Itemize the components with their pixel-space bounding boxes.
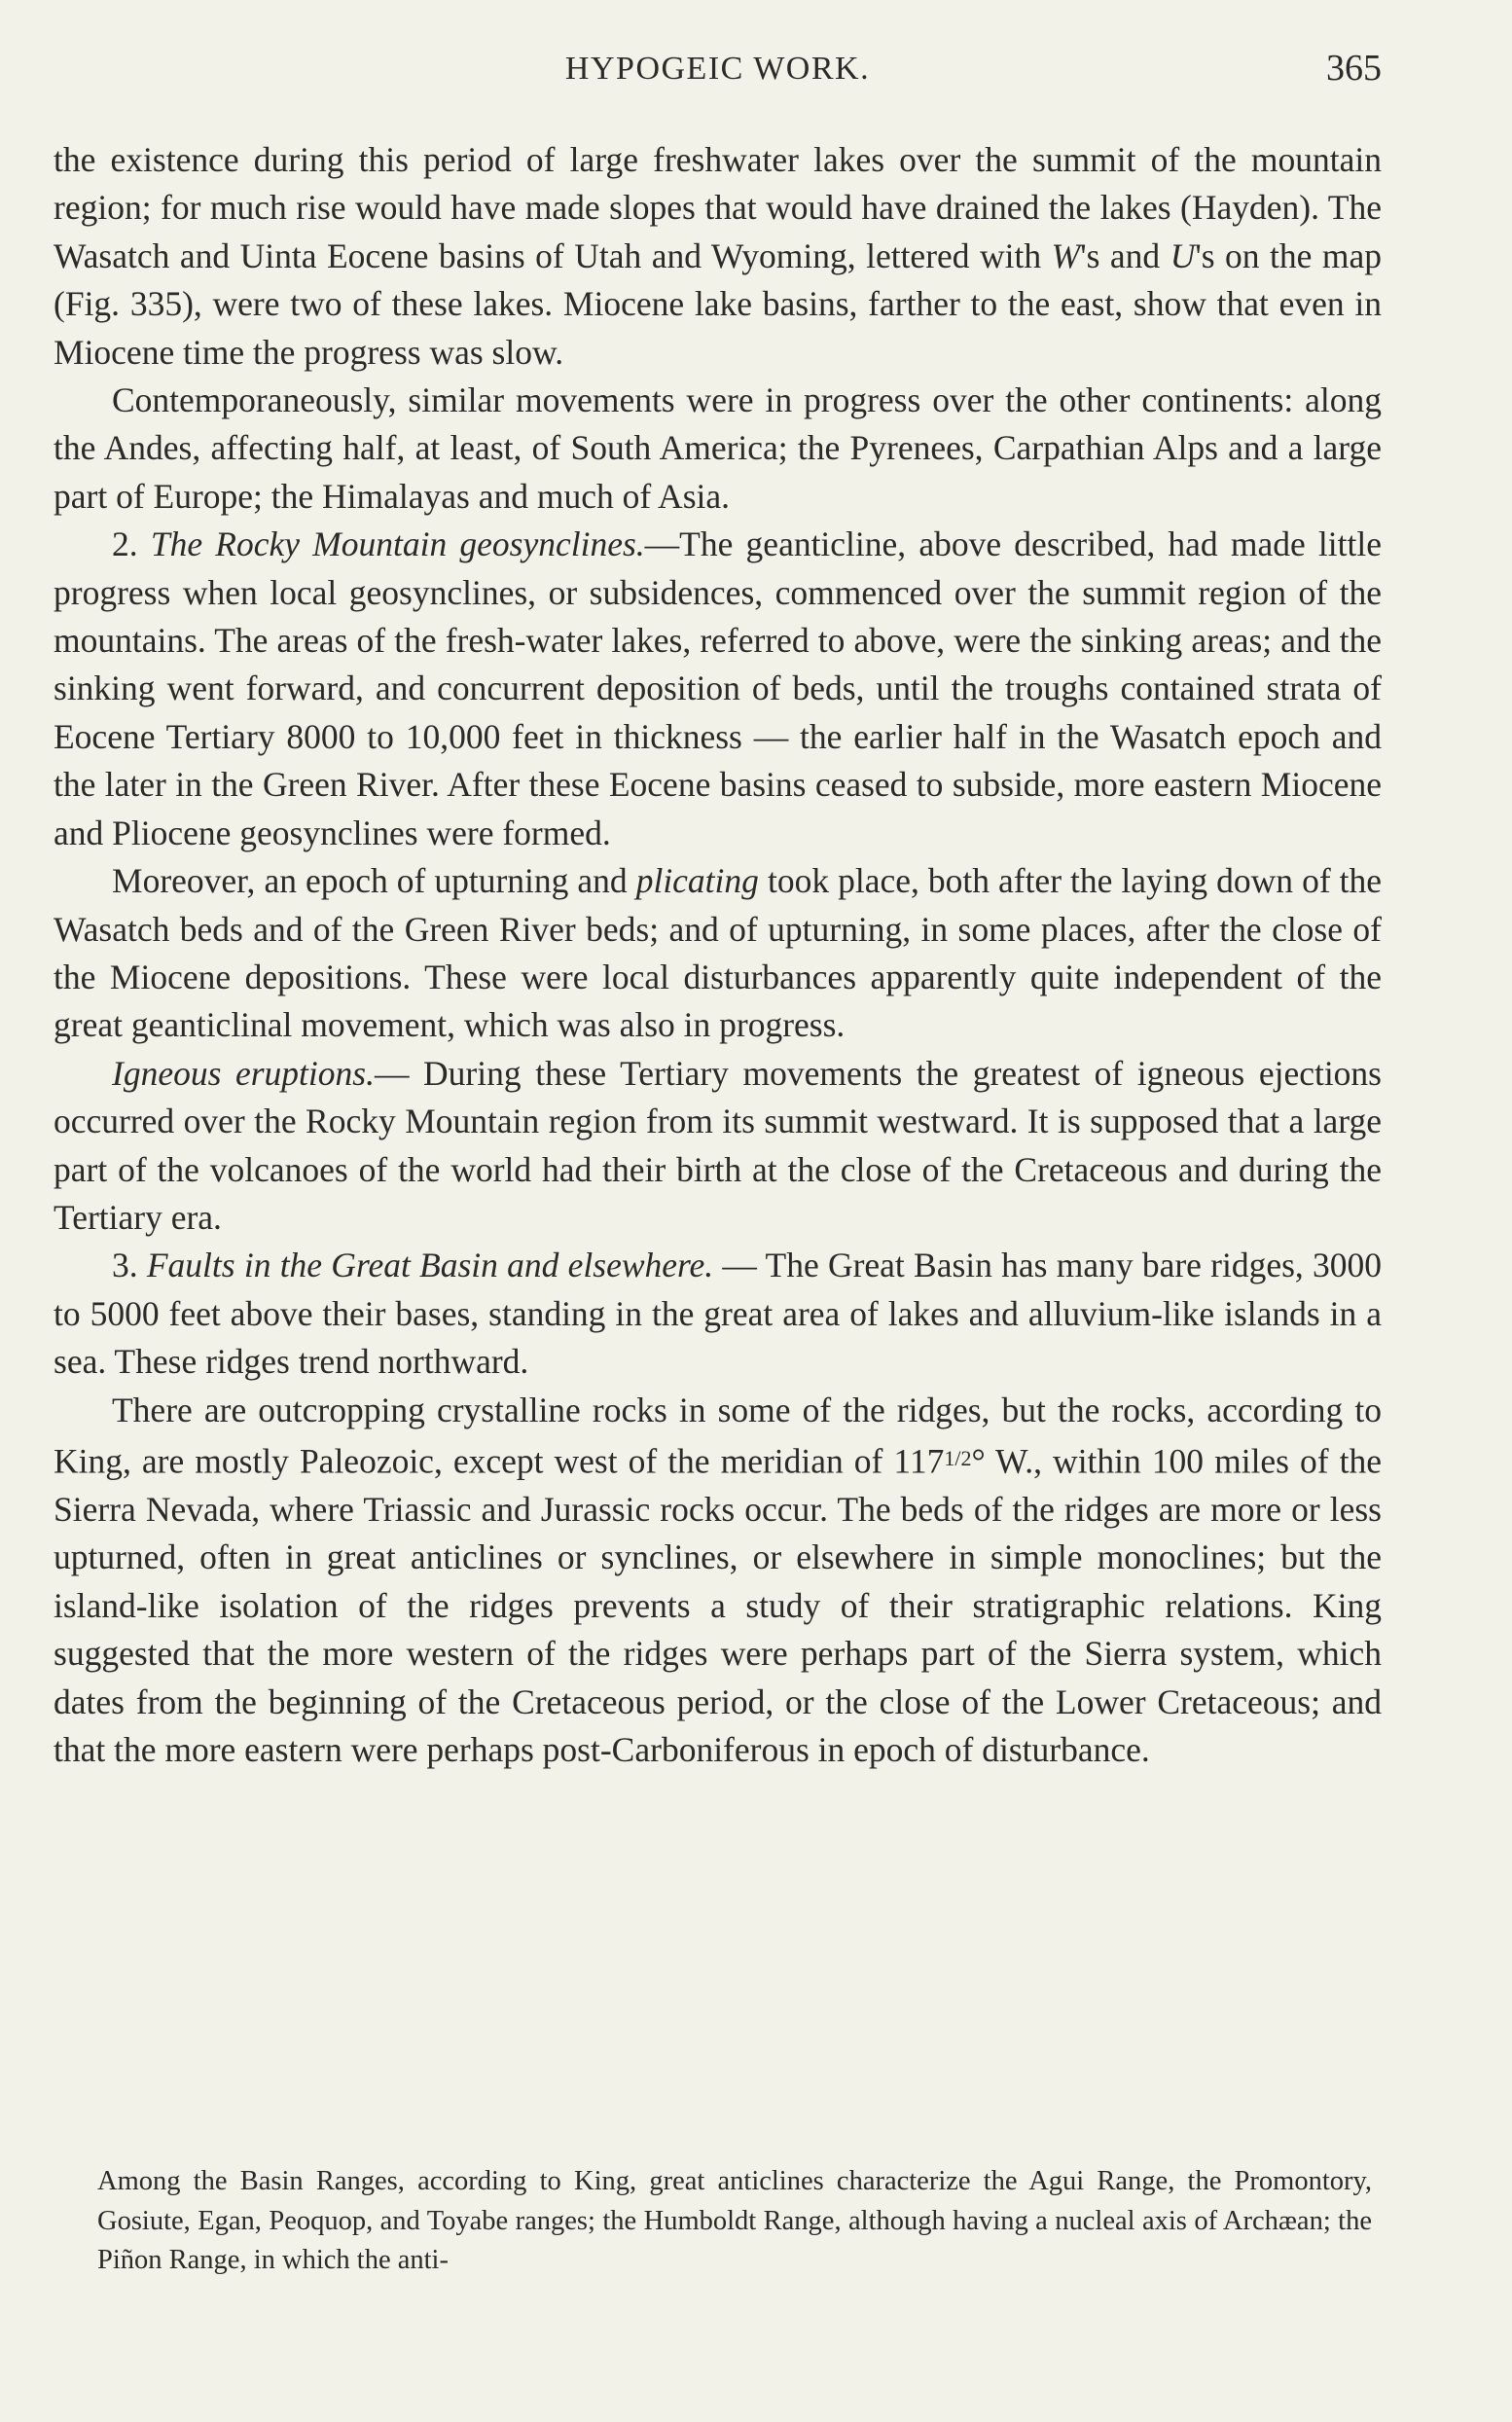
paragraph-1-end: 's on the map (Fig. 335), were two of these lakes. Miocene lake basins, farther to the east, show that even in Miocene time the progress was slow. bbox=[54, 235, 1383, 372]
section-title-igneous: Igneous eruptions. bbox=[112, 1053, 375, 1093]
paragraph-1-text: the existence during this period of large freshwater lakes over the summit of the mountain region; for much rise would have made slopes that would have drained the lakes (Hayden). The Wasatch and Uinta Eocene basins of Utah and Wyoming, lettered with bbox=[54, 140, 1382, 275]
page-header bbox=[54, 48, 1382, 99]
section-title-faults: Faults in the Great Basin and elsewhere. bbox=[146, 1246, 714, 1285]
paragraph-7-end: ° W., within 100 miles of the Sierra Nevada, where Triassic and Jurassic rocks occur. The beds of the ridges are more or less upturned, often in great anticlines or synclines, or elsewhere in simple monoclines; but the island-like isolation of the ridges prevents a study of their stratigraphic relations. King suggested that the more western of the ridges were perhaps part of the Sierra system, which dates from the beginning of the Cretaceous period, or the close of the Lower Cretaceous; and that the more eastern were perhaps post-Carboniferous in epoch of disturbance. bbox=[54, 1441, 1382, 1770]
section-number-3: 3. bbox=[112, 1246, 138, 1285]
paragraph-4 bbox=[54, 857, 1382, 1050]
footnote-text: Among the Basin Ranges, according to King, great anticlines characterize the Agui Range, the Promontory, Gosiute, Egan, Peoquop, and Toyabe ranges; the Humboldt Range, although having a nucleal axis of Archæan; the Piñon Range, in which the anti- bbox=[97, 2166, 1372, 2275]
paragraph-4-start: Moreover, an epoch of upturning and bbox=[112, 861, 628, 901]
fraction-half: 1/2 bbox=[944, 1445, 972, 1470]
section-number-2: 2. bbox=[112, 524, 138, 564]
paragraph-3-text: —The geanticline, above described, had made little progress when local geosynclines, or subsidences, commenced over the summit region of the mountains. The areas of the fresh-water lakes, referred to above, were the sinking areas; and the sinking went forward, and concurrent deposition of beds, until the troughs contained strata of Eocene Tertiary 8000 to 10,000 feet in thickness — the earlier half in the Wasatch epoch and the later in the Green River. After these Eocene basins ceased to subside, more eastern Miocene and Pliocene geosynclines were formed. bbox=[54, 524, 1382, 852]
italic-plicating: plicating bbox=[635, 861, 759, 901]
body-text bbox=[54, 136, 1382, 1775]
section-title-geosynclines: The Rocky Mountain geosynclines. bbox=[150, 524, 645, 564]
running-head: HYPOGEIC WORK. bbox=[564, 51, 871, 87]
paragraph-1 bbox=[54, 136, 1382, 377]
footnote bbox=[97, 2162, 1372, 2281]
paragraph-7 bbox=[54, 1387, 1382, 1775]
paragraph-3 bbox=[54, 521, 1382, 857]
page-number: 365 bbox=[1326, 48, 1382, 89]
paragraph-6 bbox=[54, 1242, 1382, 1386]
paragraph-6-text: — The Great Basin has many bare ridges, 3000 to 5000 feet above their bases, standing in the great area of lakes and alluvium-like islands in a sea. These ridges trend northward. bbox=[54, 1246, 1383, 1382]
paragraph-1-mid: 's and bbox=[1080, 235, 1161, 275]
letter-u: U bbox=[1170, 235, 1196, 275]
paragraph-5 bbox=[54, 1050, 1382, 1243]
paragraph-2: Contemporaneously, similar movements were in progress over the other continents: along the Andes, affecting half, at least, of South America; the Pyrenees, Carpathian Alps and a large part of Europe; the Himalayas and much of Asia. bbox=[54, 380, 1382, 516]
paragraph-5-text: — During these Tertiary movements the greatest of igneous ejections occurred over the Rocky Mountain region from its summit westward. It is supposed that a large part of the volcanoes of the world had their birth at the close of the Cretaceous and during the Tertiary era. bbox=[54, 1053, 1382, 1237]
paragraph-4-end: took place, both after the laying down of the Wasatch beds and of the Green River beds; and of upturning, in some places, after the close of the Miocene depositions. These were local disturbances apparently quite independent of the great geanticlinal movement, which was also in progress. bbox=[54, 861, 1383, 1045]
letter-w: W bbox=[1051, 235, 1081, 275]
paragraph-7-start: There are outcropping crystalline rocks in some of the ridges, but the rocks, according to King, are mostly Paleozoic, except west of the meridian of 117 bbox=[54, 1390, 1382, 1481]
